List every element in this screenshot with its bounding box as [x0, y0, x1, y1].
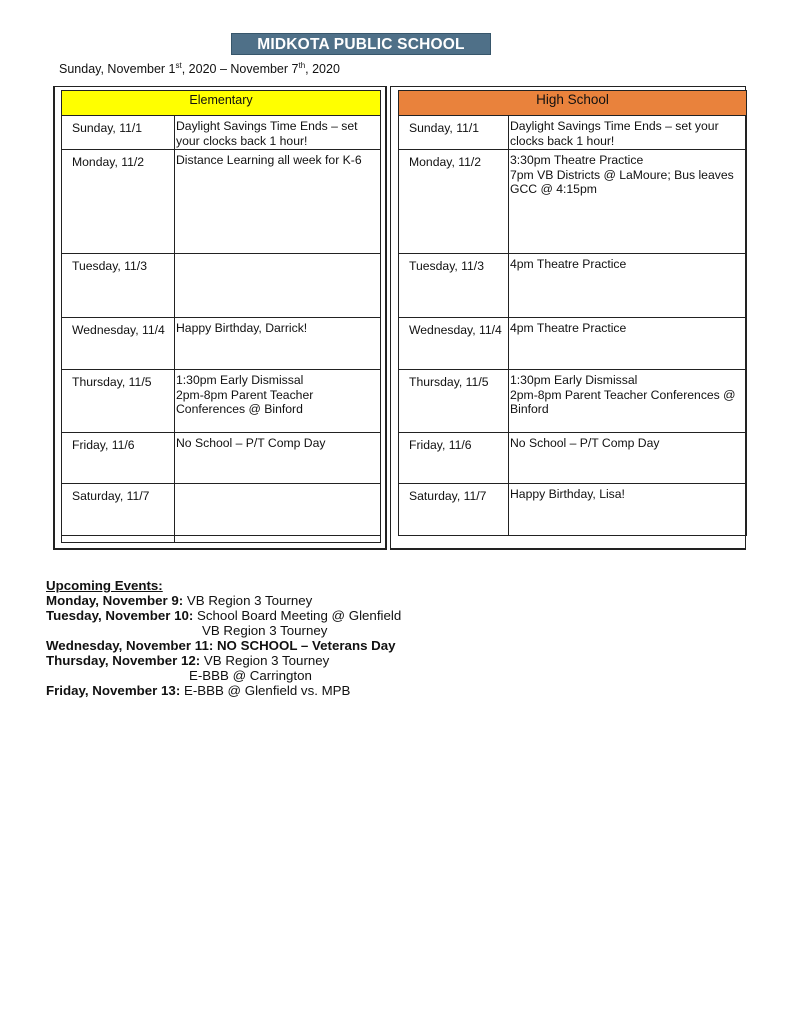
table-row	[62, 536, 381, 543]
table-row	[62, 433, 381, 484]
table-row	[399, 370, 747, 433]
event-line: Thursday, November 12: VB Region 3 Tourney	[46, 653, 330, 668]
day-cell: Thursday, 11/5	[62, 370, 175, 433]
table-row	[62, 254, 381, 318]
upcoming-heading: Upcoming Events:	[46, 578, 163, 593]
day-cell: Thursday, 11/5	[399, 370, 509, 433]
table-row	[62, 370, 381, 433]
high-school-schedule-table	[398, 90, 747, 536]
elementary-schedule-table	[61, 90, 381, 543]
day-cell: Saturday, 11/7	[62, 484, 175, 536]
event-line: Tuesday, November 10: School Board Meeting @ Glenfield	[46, 608, 402, 623]
day-cell: Sunday, 11/1	[399, 116, 509, 150]
table-row	[399, 484, 747, 536]
table-row	[399, 433, 747, 484]
elementary-header: Elementary	[62, 91, 381, 116]
event-cell: 4pm Theatre Practice	[509, 318, 747, 370]
event-cell: Happy Birthday, Lisa!	[509, 484, 747, 536]
date-range: Sunday, November 1st, 2020 – November 7th, 2020	[59, 60, 340, 76]
event-line: E-BBB @ Carrington	[189, 668, 312, 683]
day-cell: Sunday, 11/1	[62, 116, 175, 150]
blank-cell	[175, 536, 381, 543]
day-cell: Saturday, 11/7	[399, 484, 509, 536]
table-row	[399, 150, 747, 254]
high-school-header: High School	[399, 91, 747, 116]
event-cell: 3:30pm Theatre Practice 7pm VB Districts @ LaMoure; Bus leaves GCC @ 4:15pm	[509, 150, 747, 254]
event-cell: Daylight Savings Time Ends – set your clocks back 1 hour!	[509, 116, 747, 150]
event-cell: 1:30pm Early Dismissal 2pm-8pm Parent Teacher Conferences @ Binford	[175, 370, 381, 433]
day-cell: Monday, 11/2	[399, 150, 509, 254]
day-cell: Tuesday, 11/3	[399, 254, 509, 318]
table-row	[399, 318, 747, 370]
event-line: VB Region 3 Tourney	[202, 623, 328, 638]
day-cell: Wednesday, 11/4	[62, 318, 175, 370]
event-cell	[175, 254, 381, 318]
day-cell: Monday, 11/2	[62, 150, 175, 254]
table-row	[62, 484, 381, 536]
event-cell: Happy Birthday, Darrick!	[175, 318, 381, 370]
event-cell: Distance Learning all week for K-6	[175, 150, 381, 254]
table-row	[62, 318, 381, 370]
event-line: Friday, November 13: E-BBB @ Glenfield vs. MPB	[46, 683, 351, 698]
table-row	[399, 254, 747, 318]
table-row	[62, 150, 381, 254]
table-row	[62, 116, 381, 150]
event-cell: 1:30pm Early Dismissal 2pm-8pm Parent Teacher Conferences @ Binford	[509, 370, 747, 433]
table-row	[399, 116, 747, 150]
event-cell: No School – P/T Comp Day	[509, 433, 747, 484]
page-title: MIDKOTA PUBLIC SCHOOL	[231, 33, 491, 55]
day-cell: Friday, 11/6	[62, 433, 175, 484]
event-cell: No School – P/T Comp Day	[175, 433, 381, 484]
day-cell: Tuesday, 11/3	[62, 254, 175, 318]
event-cell: Daylight Savings Time Ends – set your clocks back 1 hour!	[175, 116, 381, 150]
event-line: Monday, November 9: VB Region 3 Tourney	[46, 593, 313, 608]
blank-cell	[62, 536, 175, 543]
upcoming-events	[46, 578, 401, 698]
day-cell: Wednesday, 11/4	[399, 318, 509, 370]
event-cell	[175, 484, 381, 536]
day-cell: Friday, 11/6	[399, 433, 509, 484]
event-line: Wednesday, November 11: NO SCHOOL – Veterans Day	[46, 638, 396, 653]
event-cell: 4pm Theatre Practice	[509, 254, 747, 318]
